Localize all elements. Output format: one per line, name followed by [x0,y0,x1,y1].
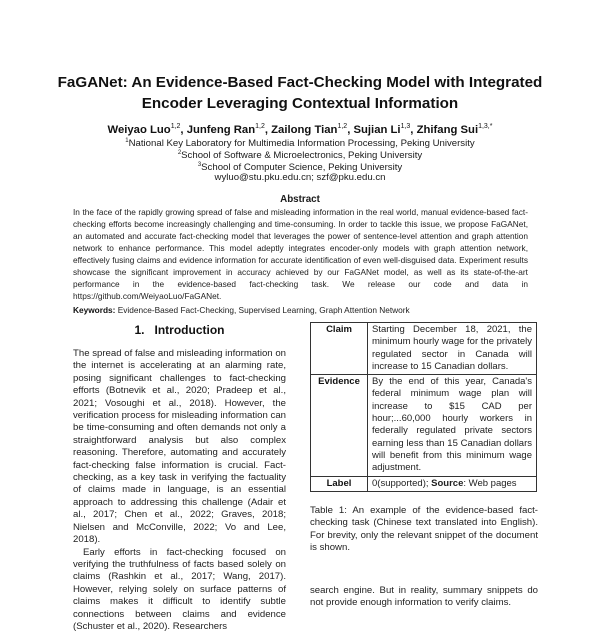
author-name: Sujian Li [353,124,400,136]
table-row-claim [311,323,537,375]
abstract-text: In the face of the rapidly growing spread of false and misleading information in the real world, manual evidence-based fact-checking efforts become increasingly challenging and time-consuming. In order to tackle this issue, we propose FaGANet, an automated and accurate fact-checking model that leverages the power of sentence-level attention and graph attention network to enhance performance. This model adeptly integrates encoder-only models with graph attention network, effectively fusing claims and evidence information for accurate identification of even well-disguised data. Experiment results showcase the significant improvement in accuracy achieved by our FaGANet model, as well as its state-of-the-art performance in the evidence-based fact-checking task. We release our code and data in https://github.com/WeiyaoLuo/FaGANet. [73,206,528,302]
affiliation-sup: 3 [198,162,201,168]
table-value [368,476,537,491]
paper-title-line-2: Encoder Leveraging Contextual Information [0,93,600,114]
table-key: Evidence [311,375,368,476]
paper-title-line-1: FaGANet: An Evidence-Based Fact-Checking Model with Integrated [0,72,600,93]
paper-title [0,72,600,114]
section-title: Introduction [155,323,225,337]
paragraph: Early efforts in fact-checking focused on verifying the truthfulness of facts based solely on claims (Rashkin et al., 2017; Wang, 2017). However, relying solely on surface patterns of claims makes it difficult to identify subtle connections between claims and evidence (Schuster et al., 2020). Researchers [73,547,286,633]
table-value: By the end of this year, Canada's federal minimum wage plan will increase to $15 CAD per hour;...60,000 hourly workers in federally regulated private sectors earning less than 15 Canadian dollars will benefit from this minimum wage adjustment. [368,375,537,476]
table-key: Label [311,476,368,491]
keywords-text: Evidence-Based Fact-Checking, Supervised Learning, Graph Attention Network [118,305,410,315]
author-affil-sup: 1,2 [255,123,265,130]
affiliation-sup: 1 [125,138,128,144]
author-affil-sup: 1,3 [401,123,411,130]
keywords-label: Keywords: [73,305,115,315]
author-name: Zailong Tian [271,124,337,136]
introduction-body [73,348,286,633]
author-separator: , [265,124,271,136]
author-affil-sup: 1,3,* [478,123,492,130]
source-value: : Web pages [463,478,516,489]
author-emails[interactable]: wyluo@stu.pku.edu.cn; szf@pku.edu.cn [0,172,600,184]
table-value: Starting December 18, 2021, the minimum hourly wage for the privately regulated sector in Canada will increase to 15 Canadian dollars. [368,323,537,375]
paragraph: The spread of false and misleading information on the internet is accelerating at an alarming rate, posing significant challenges to fact-checking efforts (Botnevik et al., 2020; Pradeep et al., 2021; Vosoughi et al., 2018). However, the verification process for misleading information can be time-consuming and often demands not only a straightforward analysis but also complex reasoning. Therefore, automating and accurately fact-checking false information is crucial. Fact-checking, as a key task in verifying the factuality of claims made in language, is an essential approach to addressing this challenge (Adair et al., 2017; Chen et al., 2022; Graves, 2018; Nielsen and McConville, 2022; Vo and Lee, 2018). [73,348,286,547]
keywords [73,304,533,316]
author-affil-sup: 1,2 [337,123,347,130]
table-row-evidence [311,375,537,476]
section-number: 1. [134,323,144,337]
author-name: Junfeng Ran [187,124,255,136]
affiliation-sup: 2 [178,150,181,156]
right-column-text: search engine. But in reality, summary snippets do not provide enough information to verify claims. [310,585,538,610]
abstract-heading: Abstract [0,194,600,205]
author-separator: , [347,124,353,136]
affiliation-text: School of Computer Science, Peking University [201,162,402,173]
label-value: 0(supported); [372,478,431,489]
author-separator: , [180,124,186,136]
table-row-label [311,476,537,491]
author-separator: , [410,124,416,136]
table-key: Claim [311,323,368,375]
author-name: Weiyao Luo [108,124,171,136]
author-name: Zhifang Sui [417,124,479,136]
source-label: Source [431,478,463,489]
example-table [310,322,537,492]
author-affil-sup: 1,2 [171,123,181,130]
section-heading [73,323,286,337]
affiliation-text: School of Software & Microelectronics, Peking University [181,150,422,161]
affiliation-text: National Key Laboratory for Multimedia Information Processing, Peking University [129,138,475,149]
table-caption: Table 1: An example of the evidence-based fact-checking task (Chinese text translated into English). For brevity, only the relevant snippet of the document is shown. [310,505,538,555]
